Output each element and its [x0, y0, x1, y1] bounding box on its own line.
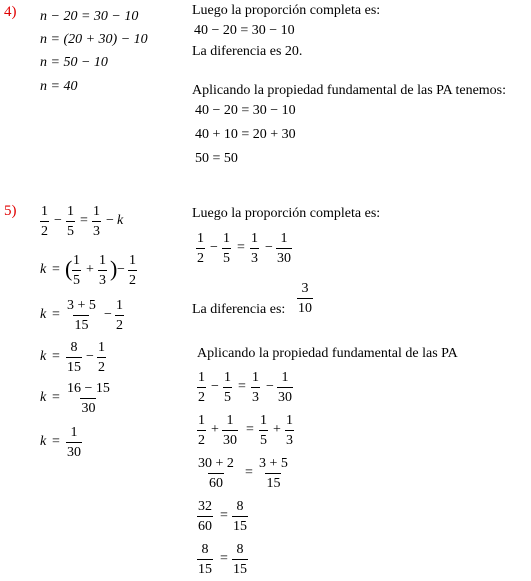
fraction: [277, 369, 293, 406]
numerator: 8: [236, 499, 244, 514]
numerator: 16 − 15: [67, 381, 110, 396]
fraction: [115, 297, 124, 334]
text-line: Luego la proporción completa es:: [192, 3, 381, 18]
equation-line: n − 20 = 30 − 10: [40, 9, 139, 24]
operator: =: [246, 422, 254, 437]
fraction: [196, 230, 205, 267]
equation-line: 40 − 20 = 30 − 10: [195, 103, 296, 118]
fraction: [66, 424, 82, 461]
fraction: [66, 203, 75, 240]
denominator: 3: [285, 430, 294, 449]
numerator: 32: [198, 499, 212, 514]
denominator: 15: [232, 516, 248, 535]
fraction: [223, 369, 232, 406]
variable: k: [117, 213, 124, 228]
text-line: La diferencia es 20.: [192, 44, 303, 59]
equation-line: n = 40: [40, 79, 78, 94]
denominator: 15: [73, 315, 89, 334]
fraction: [197, 369, 206, 406]
operator: −: [210, 240, 218, 255]
denominator: 2: [97, 357, 106, 376]
fraction: [197, 412, 206, 449]
numerator: 30 + 2: [198, 456, 234, 471]
fraction: [222, 230, 231, 267]
fraction: [66, 380, 111, 417]
denominator: 2: [115, 315, 124, 334]
fraction: [98, 252, 107, 289]
operator: −: [211, 379, 219, 394]
variable: k: [40, 434, 47, 449]
denominator: 2: [128, 270, 137, 289]
numerator: 1: [197, 231, 204, 246]
fraction: [66, 297, 97, 334]
denominator: 30: [276, 248, 292, 267]
denominator: 30: [66, 442, 82, 461]
denominator: 60: [197, 516, 213, 535]
fraction: [128, 252, 137, 289]
denominator: 15: [232, 559, 248, 578]
equation-line: n = (20 + 30) − 10: [40, 32, 148, 47]
operator: =: [80, 213, 88, 228]
denominator: 30: [222, 430, 238, 449]
numerator: 1: [98, 340, 105, 355]
denominator: 30: [277, 387, 293, 406]
text-line: Aplicando la propiedad fundamental de las PA: [197, 346, 458, 361]
denominator: 2: [197, 430, 206, 449]
numerator: 1: [226, 413, 234, 428]
text-line: La diferencia es:: [192, 302, 286, 317]
numerator: 8: [236, 542, 244, 557]
fraction: [222, 412, 238, 449]
fraction: [251, 369, 260, 406]
variable: k: [40, 262, 47, 277]
denominator: 5: [72, 270, 81, 289]
numerator: 3: [301, 281, 309, 296]
numerator: 1: [198, 413, 205, 428]
denominator: 5: [66, 221, 75, 240]
fraction: [97, 339, 106, 376]
numerator: 1: [129, 253, 136, 268]
fraction: [197, 455, 235, 492]
operator: =: [52, 307, 60, 322]
denominator: 3: [251, 387, 260, 406]
operator: =: [52, 262, 60, 277]
fraction: [197, 498, 213, 535]
numerator: 1: [260, 413, 267, 428]
operator: =: [52, 434, 60, 449]
operator: −: [104, 307, 112, 322]
operator: −: [265, 240, 273, 255]
numerator: 1: [223, 231, 230, 246]
variable: k: [40, 307, 47, 322]
operator: =: [52, 349, 60, 364]
operator: −: [266, 379, 274, 394]
operator: =: [245, 465, 253, 480]
operator: =: [52, 390, 60, 405]
operator: +: [86, 262, 94, 277]
paren: (: [65, 256, 73, 281]
fraction: [92, 203, 101, 240]
denominator: 3: [92, 221, 101, 240]
denominator: 2: [197, 387, 206, 406]
equation-line: 40 − 20 = 30 − 10: [194, 23, 295, 38]
numerator: 1: [70, 425, 78, 440]
denominator: 2: [40, 221, 49, 240]
equation-line: 50 = 50: [195, 151, 238, 166]
operator: +: [211, 422, 219, 437]
operator: =: [237, 240, 245, 255]
fraction: [297, 280, 313, 317]
denominator: 60: [208, 473, 224, 492]
numerator: 8: [70, 340, 78, 355]
denominator: 10: [297, 298, 313, 317]
denominator: 3: [98, 270, 107, 289]
denominator: 5: [223, 387, 232, 406]
problem-5-number: 5): [4, 203, 17, 219]
denominator: 15: [197, 559, 213, 578]
numerator: 3 + 5: [67, 298, 96, 313]
numerator: 1: [73, 253, 80, 268]
text-line: Aplicando la propiedad fundamental de las PA tenemos:: [192, 83, 507, 98]
paren: ): [110, 256, 118, 281]
denominator: 5: [222, 248, 231, 267]
operator: −: [106, 213, 114, 228]
fraction: [197, 541, 213, 578]
numerator: 1: [99, 253, 106, 268]
numerator: 1: [198, 370, 205, 385]
numerator: 1: [224, 370, 231, 385]
fraction: [258, 455, 289, 492]
fraction: [285, 412, 294, 449]
operator: =: [220, 551, 228, 566]
denominator: 30: [80, 398, 96, 417]
numerator: 8: [201, 542, 209, 557]
equation-line: 40 + 10 = 20 + 30: [195, 127, 296, 142]
equation-line: n = 50 − 10: [40, 55, 108, 70]
operator: +: [273, 422, 281, 437]
numerator: 1: [41, 204, 48, 219]
operator: −: [117, 262, 125, 277]
fraction: [259, 412, 268, 449]
denominator: 2: [196, 248, 205, 267]
denominator: 15: [265, 473, 281, 492]
operator: −: [54, 213, 62, 228]
numerator: 1: [252, 370, 259, 385]
fraction: [276, 230, 292, 267]
operator: −: [86, 349, 94, 364]
fraction: [250, 230, 259, 267]
numerator: 1: [93, 204, 100, 219]
denominator: 5: [259, 430, 268, 449]
fraction: [232, 498, 248, 535]
problem-4-number: 4): [4, 4, 17, 20]
numerator: 3 + 5: [259, 456, 288, 471]
numerator: 1: [251, 231, 258, 246]
denominator: 15: [66, 357, 82, 376]
fraction: [40, 203, 49, 240]
fraction: [72, 252, 81, 289]
numerator: 1: [67, 204, 74, 219]
numerator: 1: [286, 413, 293, 428]
fraction: [232, 541, 248, 578]
variable: k: [40, 349, 47, 364]
numerator: 1: [280, 231, 288, 246]
numerator: 1: [116, 298, 123, 313]
numerator: 1: [281, 370, 289, 385]
text-line: Luego la proporción completa es:: [192, 206, 381, 221]
denominator: 3: [250, 248, 259, 267]
fraction: [66, 339, 82, 376]
variable: k: [40, 390, 47, 405]
operator: =: [238, 379, 246, 394]
operator: =: [220, 508, 228, 523]
